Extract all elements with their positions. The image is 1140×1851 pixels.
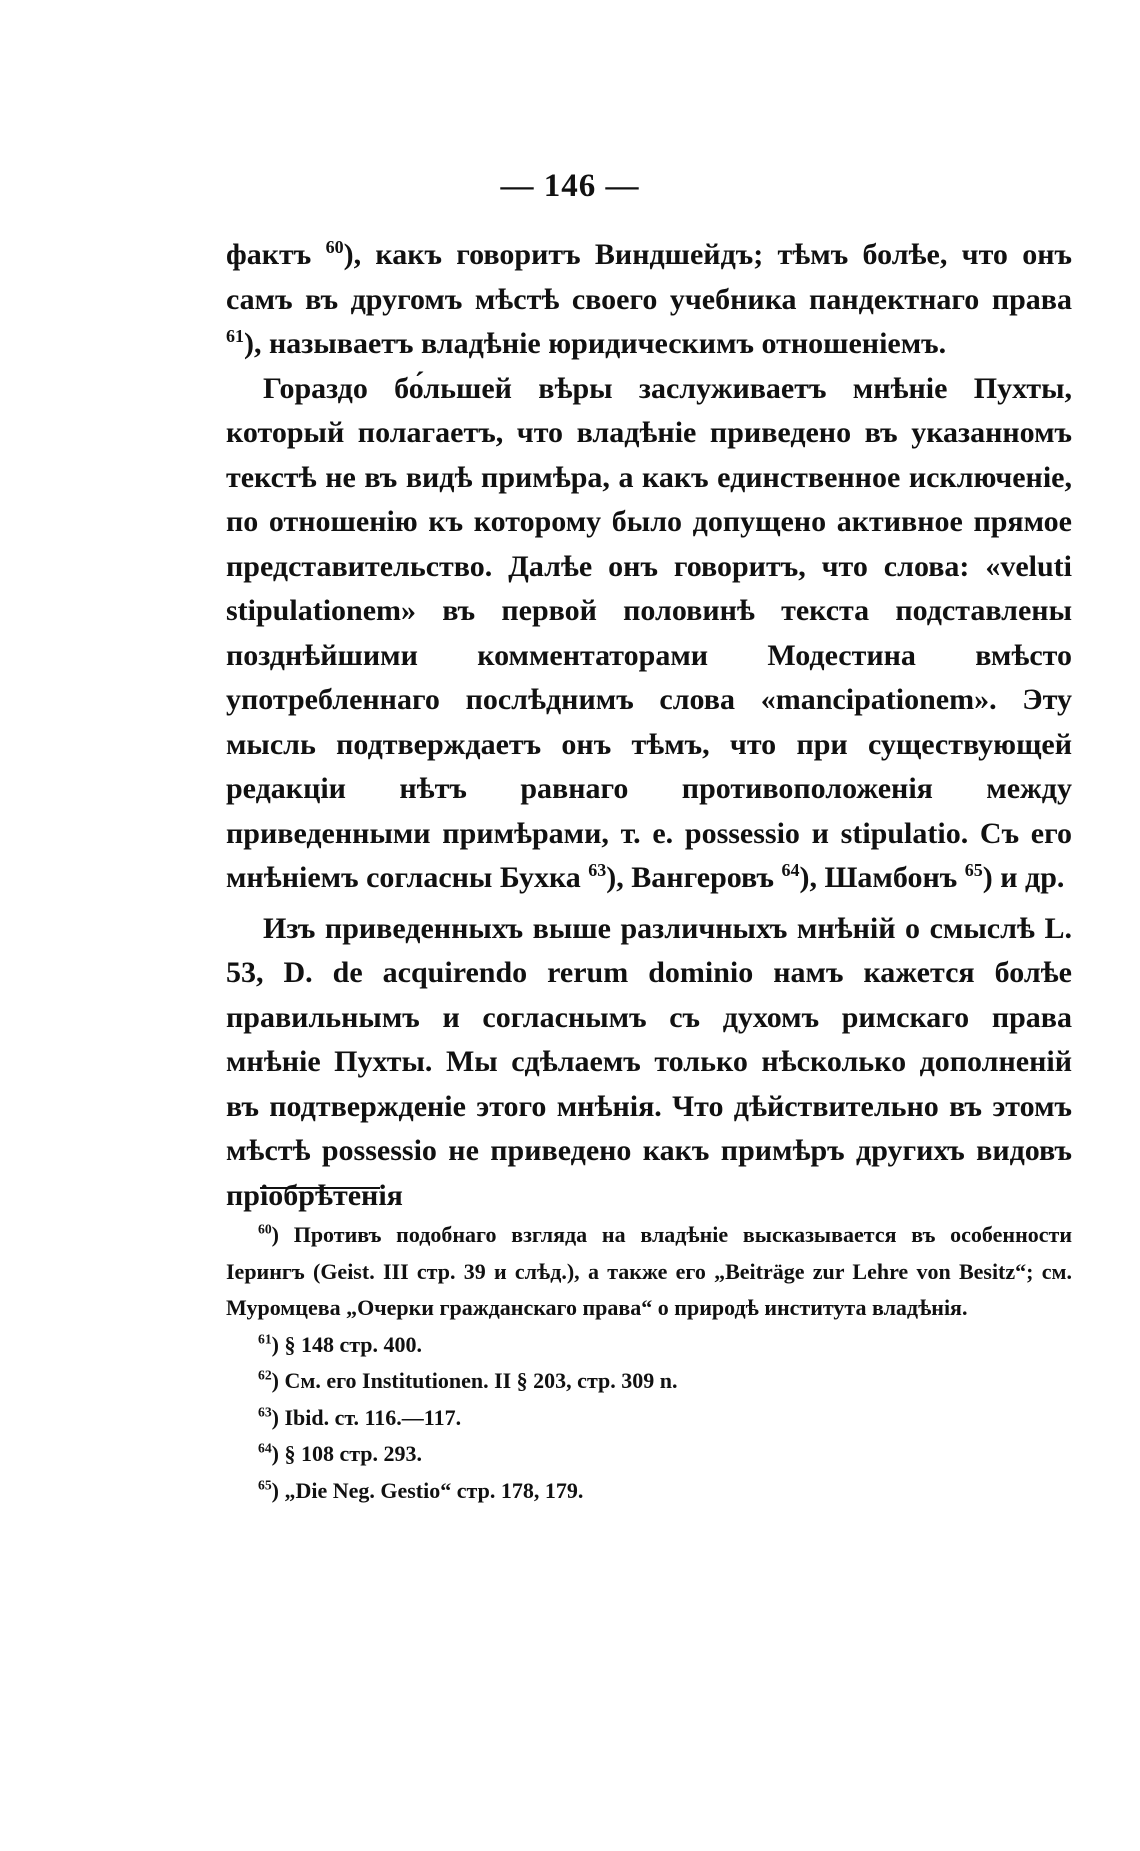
footnote-number: 61 (258, 1331, 272, 1347)
footnote-text: ) § 148 стр. 400. (271, 1331, 423, 1357)
footnote-ref-64: 64 (781, 860, 800, 880)
footnote-ref-60: 60 (325, 237, 344, 257)
page-number: — 146 — (500, 168, 640, 204)
footnote-ref-65: 65 (964, 860, 983, 880)
footnote-64 (226, 1436, 1072, 1473)
footnote-text: ) „Die Neg. Gestio“ стр. 178, 179. (271, 1477, 584, 1503)
paragraph-1 (226, 233, 1072, 367)
p2-text-2: ), Вангеровъ (606, 861, 782, 894)
main-text (226, 233, 1072, 1218)
footnote-60 (226, 1217, 1072, 1327)
footnote-number: 60 (258, 1221, 272, 1237)
footnote-number: 62 (258, 1367, 272, 1383)
footnote-65 (226, 1473, 1072, 1510)
footnote-text: ) Ibid. ст. 116.—117. (271, 1404, 462, 1430)
footnote-number: 63 (258, 1404, 272, 1420)
footnote-text: ) См. его Institutionen. II § 203, стр. 309 n. (271, 1368, 678, 1393)
p1-text-3: ), называетъ владѣніе юридическимъ отношеніемъ. (244, 327, 947, 360)
paragraph-2 (226, 367, 1072, 901)
p3-text-1: Изъ приведенныхъ выше различныхъ мнѣній о смыслѣ L. 53, D. de acquirendo rerum dominio намъ кажется болѣе правильнымъ и согласнымъ съ духомъ римскаго права мнѣніе Пухты. Мы сдѣлаемъ только нѣсколько дополненій въ подтвержденіе этого мнѣнія. Что дѣйствительно въ этомъ мѣстѣ possessio не приведено какъ примѣръ другихъ видовъ пріобрѣтенія (226, 911, 1072, 1212)
footnote-61 (226, 1327, 1072, 1364)
p1-text-1: фактъ (226, 238, 326, 271)
footnote-number: 65 (258, 1477, 272, 1493)
footnote-divider (260, 1187, 380, 1189)
footnote-ref-61: 61 (226, 326, 244, 346)
footnotes (226, 1217, 1072, 1509)
footnote-text: ) § 108 стр. 293. (271, 1441, 423, 1466)
p1-text-2: ), какъ говоритъ Виндшейдъ; тѣмъ болѣе, что онъ самъ въ другомъ мѣстѣ своего учебника пандектнаго права (226, 238, 1072, 316)
footnote-62 (226, 1363, 1072, 1400)
p2-text-4: ) и др. (982, 861, 1065, 894)
footnote-number: 64 (258, 1440, 272, 1456)
footnote-63 (226, 1400, 1072, 1437)
footnote-ref-63: 63 (588, 860, 607, 880)
paragraph-3 (226, 907, 1072, 1219)
p2-text-1: Гораздо бо́льшей вѣры заслуживаетъ мнѣніе Пухты, который полагаетъ, что владѣніе приведено въ указанномъ текстѣ не въ видѣ примѣра, а какъ единственное исключеніе, по отношенію къ которому было допущено активное прямое представительство. Далѣе онъ говоритъ, что слова: «veluti stipulationem» въ первой половинѣ текста подставлены позднѣйшими комментаторами Модестина вмѣсто употребленнаго послѣднимъ слова «mancipationem». Эту мысль подтверждаетъ онъ тѣмъ, что при существующей редакціи нѣтъ равнаго противоположенія между приведенными примѣрами, т. е. possessio и stipulatio. Съ его мнѣніемъ согласны Бухка (226, 371, 1072, 894)
p2-text-3: ), Шамбонъ (799, 861, 965, 894)
footnote-text: ) Противъ подобнаго взгляда на владѣніе высказывается въ особенности Іерингъ (Geist. III стр. 39 и слѣд.), а также его „Beiträge zur Lehre von Besitz“; см. Муромцева „Очерки гражданскаго права“ о природѣ института владѣнія. (226, 1222, 1072, 1320)
